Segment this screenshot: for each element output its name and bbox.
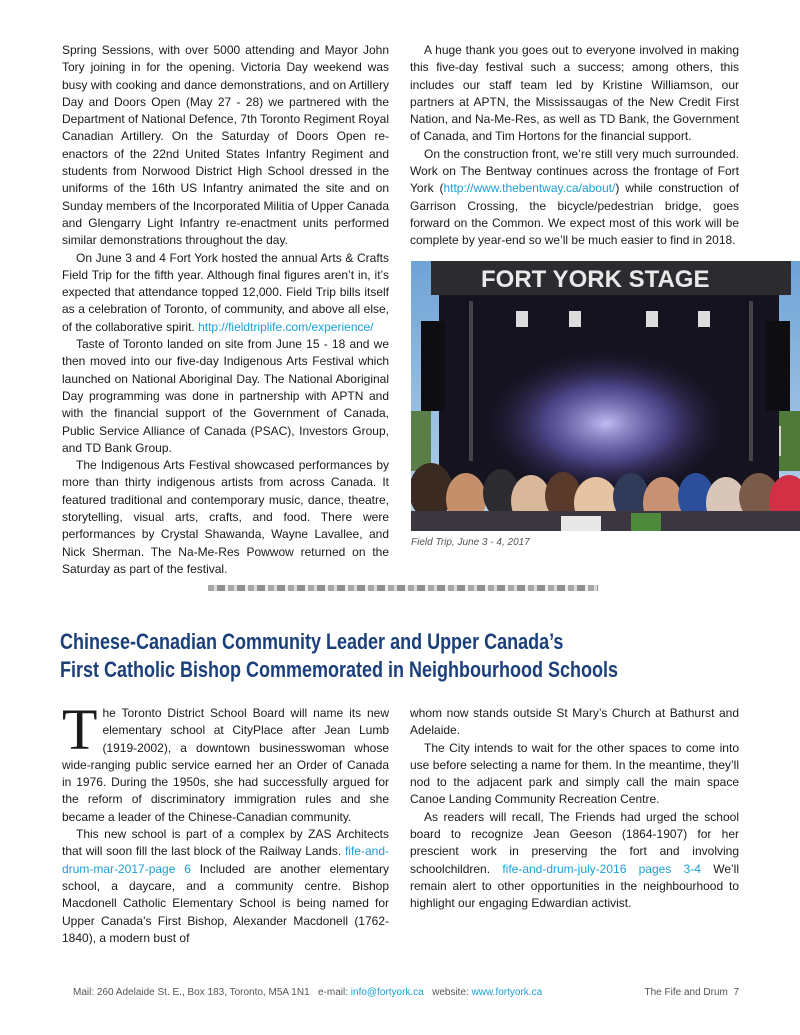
- page-number: 7: [733, 987, 739, 998]
- paragraph: This new school is part of a complex by ZAS Architects that will soon fill the last block of the Railway Lands. fife-and-drum-mar-2017-page 6 Included are another elementary school, a daycare, and a community centre. Bishop Macdonell Catholic Elementary School is being named for Upper Canada’s First Bishop, Alexander Macdonell (1762-1840), a modern bust of: [62, 827, 389, 945]
- drop-cap: T: [62, 697, 98, 762]
- stage-banner-text: FORT YORK STAGE: [481, 266, 710, 293]
- article-headline: [60, 628, 760, 684]
- paragraph: On the construction front, we’re still very much surrounded. Work on The Bentway continues across the frontage of Fort York (http://www.thebentway.ca/about/) while construction of Garrison Crossing, the bicycle/pedestrian bridge, goes forward on the Common. We expect most of this work will be complete by year-end so we’ll be much easier to find in 2018.: [410, 146, 739, 248]
- paragraph: whom now stands outside St Mary’s Church at Bathurst and Adelaide.: [410, 706, 739, 738]
- footer-website-label: website:: [432, 987, 469, 998]
- footer-publication: [645, 987, 740, 998]
- article-column-top-left: [62, 42, 389, 578]
- headline-line-1: Chinese-Canadian Community Leader and Upper Canada’s: [60, 629, 564, 654]
- article-column-bottom-right: [410, 705, 739, 913]
- paragraph: Taste of Toronto landed on site from June 15 - 18 and we then moved into our five-day Indigenous Arts Festival which launched on National Aboriginal Day. The National Aboriginal Day programming was done in partnership with APTN and with the financial support of the Government of Canada, Public Service Alliance of Canada (PSAC), Investors Group, and TD Bank Group.: [62, 337, 389, 455]
- paragraph: On June 3 and 4 Fort York hosted the annual Arts & Crafts Field Trip for the fifth year. Although final figures aren’t in, it’s expected that attendance topped 12,000. Field Trip bills itself as a celebration of Toronto, of community, and above all else, of the collaborative spirit. http://fieldtriplife.com/experience/: [62, 250, 389, 334]
- paragraph: The Toronto District School Board will name its new elementary school at CityPlace after Jean Lumb (1919-2002), a downtown businesswoman whose wide-ranging public service earned her an Order of Canada in 1976. During the 1950s, she had successfully argued for the reform of discriminatory immigration rules and she became a leader of the Chinese-Canadian community.: [62, 697, 389, 824]
- paragraph: A huge thank you goes out to everyone involved in making this five-day festival such a success; among others, this includes our staff team led by Kristine Williamson, our partners at APTN, the Mississaugas of the New Credit First Nation, and Na-Me-Res, as well as TD Bank, the Government of Canada, and Tim Hortons for the financial support.: [410, 43, 739, 144]
- footer-email-label: e-mail:: [317, 987, 348, 998]
- footer-email-link[interactable]: info@fortyork.ca: [350, 987, 424, 998]
- field-trip-link[interactable]: http://fieldtriplife.com/experience/: [198, 319, 374, 334]
- footer-mail-address: Mail: 260 Adelaide St. E., Box 183, Toronto, M5A 1N1: [73, 987, 310, 998]
- section-divider: [208, 585, 598, 591]
- concert-photo: [411, 261, 800, 531]
- article-column-top-right: [410, 42, 739, 250]
- page-footer: [73, 987, 542, 998]
- photo-caption: Field Trip, June 3 - 4, 2017: [411, 537, 530, 548]
- paragraph: The City intends to wait for the other spaces to come into use before selecting a name for them. In the meantime, they’ll nod to the adjacent park and simply call the main space Canoe Landing Community Recreation Centre.: [410, 740, 739, 807]
- article-column-bottom-left: [62, 697, 389, 947]
- publication-name: The Fife and Drum: [644, 987, 728, 998]
- footer-website-link[interactable]: www.fortyork.ca: [471, 987, 543, 998]
- paragraph: As readers will recall, The Friends had urged the school board to recognize Jean Geeson (1864-1907) for her prescient work in preserving the fort and involving schoolchildren. fife-and-drum-july-2016 pages 3-4 We’ll remain alert to other opportunities in the neighbourhood to highlight our engaging Edwardian activist.: [410, 809, 739, 911]
- concert-stage-illustration: [411, 261, 800, 531]
- paragraph: The Indigenous Arts Festival showcased performances by more than thirty indigenous artists from across Canada. It featured traditional and contemporary music, dance, theatre, storytelling, visual arts, crafts, and food. There were performances by Crystal Shawanda, Wayne Lavallee, and Nick Sherman. The Na-Me-Res Powwow returned on the Saturday as part of the festival.: [62, 458, 389, 576]
- headline-line-2: First Catholic Bishop Commemorated in Neighbourhood Schools: [60, 657, 619, 682]
- bentway-link[interactable]: http://www.thebentway.ca/about/: [443, 181, 616, 196]
- paragraph: Spring Sessions, with over 5000 attending and Mayor John Tory joining in for the opening. Victoria Day weekend was busy with cooking and dance demonstrations, and on Artillery Day and Doors Open (May 27 - 28) we partnered with the Department of National Defence, 7th Toronto Regiment Royal Canadian Artillery. On the Saturday of Doors Open re-enactors of the 22nd United States Infantry Regiment and students from Norwood District High School dressed in the uniforms of the 16th US Infantry animated the site and on Sunday members of the Incorporated Militia of Upper Canada and Glengarry Light Infantry re-enactment units performed similar demonstrations throughout the day.: [62, 43, 389, 248]
- fife-and-drum-mar-2017-link[interactable]: fife-and-drum-mar-2017-page 6: [62, 844, 389, 876]
- fife-and-drum-july-2016-link[interactable]: fife-and-drum-july-2016 pages 3-4: [502, 861, 701, 876]
